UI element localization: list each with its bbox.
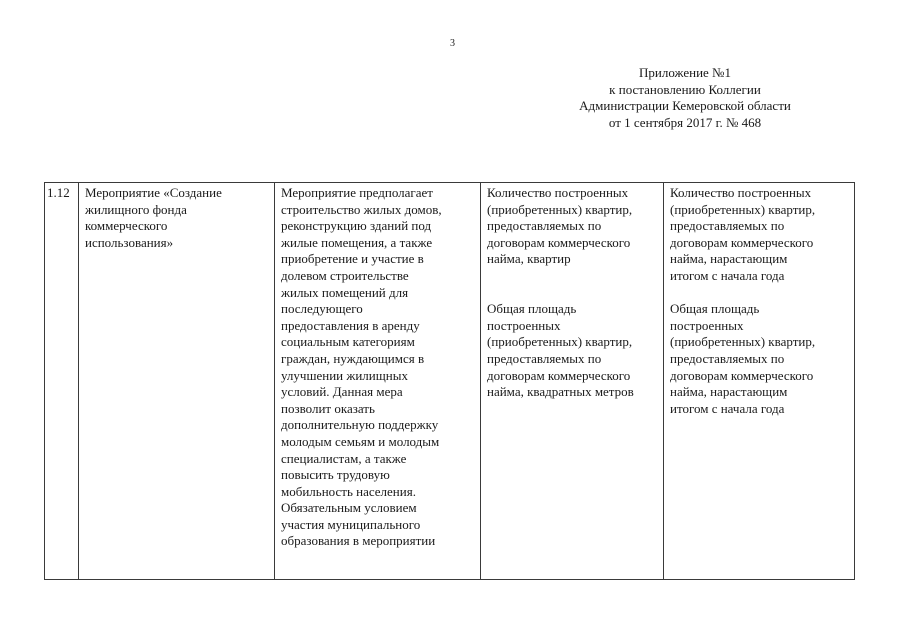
text-line: предоставляемых по xyxy=(670,218,785,234)
calculation-method-cell xyxy=(664,183,855,580)
text-line: договорам коммерческого xyxy=(487,234,631,250)
text-line: найма, квадратных метров xyxy=(487,384,634,400)
appendix-line: Администрации Кемеровской области xyxy=(579,98,791,113)
measure-name-cell xyxy=(79,183,275,580)
text-line: предоставляемых по xyxy=(487,218,602,234)
text-line: социальным категориям xyxy=(281,334,415,350)
text-line: итогом с начала года xyxy=(670,267,785,283)
text-line: улучшении жилищных xyxy=(281,367,408,383)
row-number-cell xyxy=(45,183,79,580)
text-line: найма, нарастающим xyxy=(670,251,788,267)
text-line: коммерческого xyxy=(85,218,168,234)
text-line: (приобретенных) квартир, xyxy=(487,201,633,217)
page-number: 3 xyxy=(450,38,455,49)
table-row xyxy=(45,183,855,580)
text-line: Мероприятие предполагает xyxy=(281,185,433,200)
text-line: молодым семьям и молодым xyxy=(281,433,440,449)
text-line: итогом с начала года xyxy=(670,400,785,416)
measure-name xyxy=(85,185,270,251)
text-line: (приобретенных) квартир, xyxy=(670,334,816,350)
text-line: Общая площадь xyxy=(487,301,577,317)
appendix-line: к постановлению Коллегии xyxy=(609,81,761,97)
text-line: специалистам, а также xyxy=(281,450,407,466)
text-line: договорам коммерческого xyxy=(670,367,814,383)
text-line: построенных xyxy=(670,317,744,333)
text-line: Мероприятие «Создание xyxy=(85,185,222,200)
text-line: использования» xyxy=(85,234,174,250)
method-count xyxy=(670,185,850,285)
text-line: граждан, нуждающимся в xyxy=(281,350,425,366)
text-line: (приобретенных) квартир, xyxy=(670,201,816,217)
text-line: Количество построенных xyxy=(670,185,812,200)
text-line: дополнительную поддержку xyxy=(281,417,439,433)
text-line: (приобретенных) квартир, xyxy=(487,334,633,350)
text-line: договорам коммерческого xyxy=(487,367,631,383)
text-line: предоставляемых по xyxy=(670,350,785,366)
text-line: предоставления в аренду xyxy=(281,317,420,333)
text-line: найма, нарастающим xyxy=(670,384,788,400)
appendix-date-line: от 1 сентября 2017 г. № 468 xyxy=(608,114,762,130)
appendix-header xyxy=(520,65,850,131)
spacer xyxy=(670,285,850,302)
text-line: последующего xyxy=(281,301,363,317)
text-line: жилищного фонда xyxy=(85,201,187,217)
text-line: найма, квартир xyxy=(487,251,571,267)
text-line: повысить трудовую xyxy=(281,467,390,483)
spacer xyxy=(487,268,659,285)
method-area xyxy=(670,301,850,417)
text-line: Обязательным условием xyxy=(281,500,417,516)
text-line: мобильность населения. xyxy=(281,483,416,499)
measures-table xyxy=(44,182,855,580)
row-number: 1.12 xyxy=(47,185,70,200)
text-line: жилых помещений для xyxy=(281,284,409,300)
measure-description xyxy=(281,185,476,550)
text-line: жилые помещения, а также xyxy=(281,234,433,250)
text-line: Количество построенных xyxy=(487,185,629,200)
text-line: Общая площадь xyxy=(670,301,760,317)
indicator-area xyxy=(487,301,659,401)
text-line: участия муниципального xyxy=(281,516,421,532)
text-line: построенных xyxy=(487,317,561,333)
text-line: предоставляемых по xyxy=(487,350,602,366)
text-line: договорам коммерческого xyxy=(670,234,814,250)
text-line: позволит оказать xyxy=(281,400,375,416)
indicator-count xyxy=(487,185,659,268)
indicator-cell xyxy=(481,183,664,580)
text-line: строительство жилых домов, xyxy=(281,201,442,217)
appendix-title: Приложение №1 xyxy=(639,65,731,80)
text-line: реконструкцию зданий под xyxy=(281,218,432,234)
spacer xyxy=(487,285,659,302)
text-line: условий. Данная мера xyxy=(281,384,403,400)
measure-description-cell xyxy=(275,183,481,580)
text-line: приобретение и участие в xyxy=(281,251,424,267)
text-line: долевом строительстве xyxy=(281,267,409,283)
text-line: образования в мероприятии xyxy=(281,533,436,549)
